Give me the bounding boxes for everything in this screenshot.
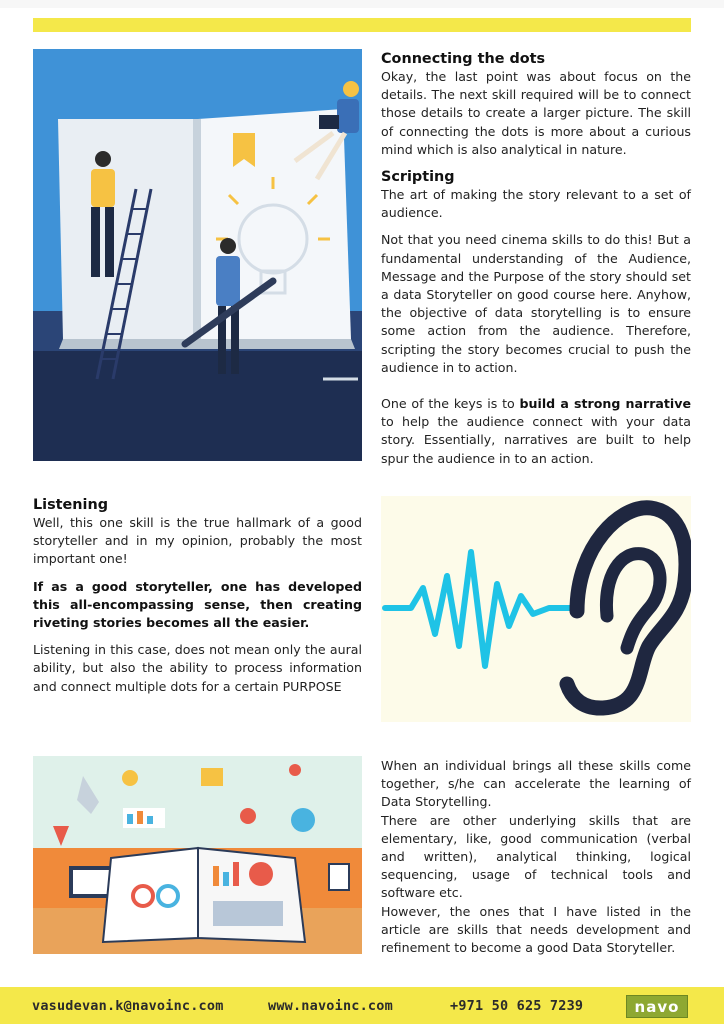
book-lightbulb-illustration [33,49,362,461]
scripting-p3-post: to help the audience connect with your data story. Essentially, narratives are built to help spur the audience in to an action. [381,414,691,466]
listening-paragraph-2: If as a good storyteller, one has developed this all-encompassing sense, then creating riveting stories becomes all the easier. [33,578,362,631]
listening-paragraph-1: Well, this one skill is the true hallmark of a good storyteller and in my opinion, probably the most important one! [33,515,362,567]
navo-logo-text: navo [634,998,680,1016]
closing-paragraph-3: However, the ones that I have listed in the article are skills that needs development and refinement to become a good Data Storyteller. [381,903,691,956]
header-accent-bar [33,18,691,32]
listening-paragraph-3: Listening in this case, does not mean only the aural ability, but also the ability to process information and connect multiple dots for a certain PURPOSE [33,642,362,694]
ear-soundwave-illustration [381,496,691,722]
footer-bar [0,987,724,1024]
listening-column [33,496,362,696]
scripting-paragraph-3 [381,395,691,468]
scripting-paragraph-2: Not that you need cinema skills to do this! But a fundamental understanding of the Audience, Message and the Purpose of the story should set a data Storyteller on good course here. Anyhow, the objective of data storytelling is to ensure some action from the audience. Therefore, scripting the story becomes crucial to push the audience in to action. [381,232,691,375]
scripting-heading: Scripting [381,169,455,186]
navo-logo [626,995,688,1018]
top-strip [0,0,724,8]
closing-paragraph-1: When an individual brings all these skills come together, s/he can accelerate the learning of Data Storytelling. [381,758,691,810]
connecting-paragraph: Okay, the last point was about focus on the details. The next skill required will be to connect those details to create a larger picture. The skill of connecting the dots is more about a curious mind which is also analytical in nature. [381,69,691,157]
footer-email[interactable]: vasudevan.k@navoinc.com [32,998,224,1014]
footer-phone[interactable]: +971 50 625 7239 [450,998,584,1014]
listening-heading: Listening [33,497,109,513]
footer-website[interactable]: www.navoinc.com [268,998,393,1014]
closing-column [381,757,691,957]
scripting-paragraph-1: The art of making the story relevant to a set of audience. [381,187,691,221]
scripting-p3-pre: One of the keys is to [381,396,520,412]
connecting-scripting-column [381,50,691,468]
scripting-p3-bold: build a strong narrative [519,396,691,412]
connecting-heading: Connecting the dots [381,51,546,67]
closing-paragraph-2: There are other underlying skills that are elementary, like, good communication (verbal and written), analytical thinking, logical sequencing, usage of technical tools and software etc. [381,812,691,901]
open-book-infographics-illustration [33,756,362,954]
